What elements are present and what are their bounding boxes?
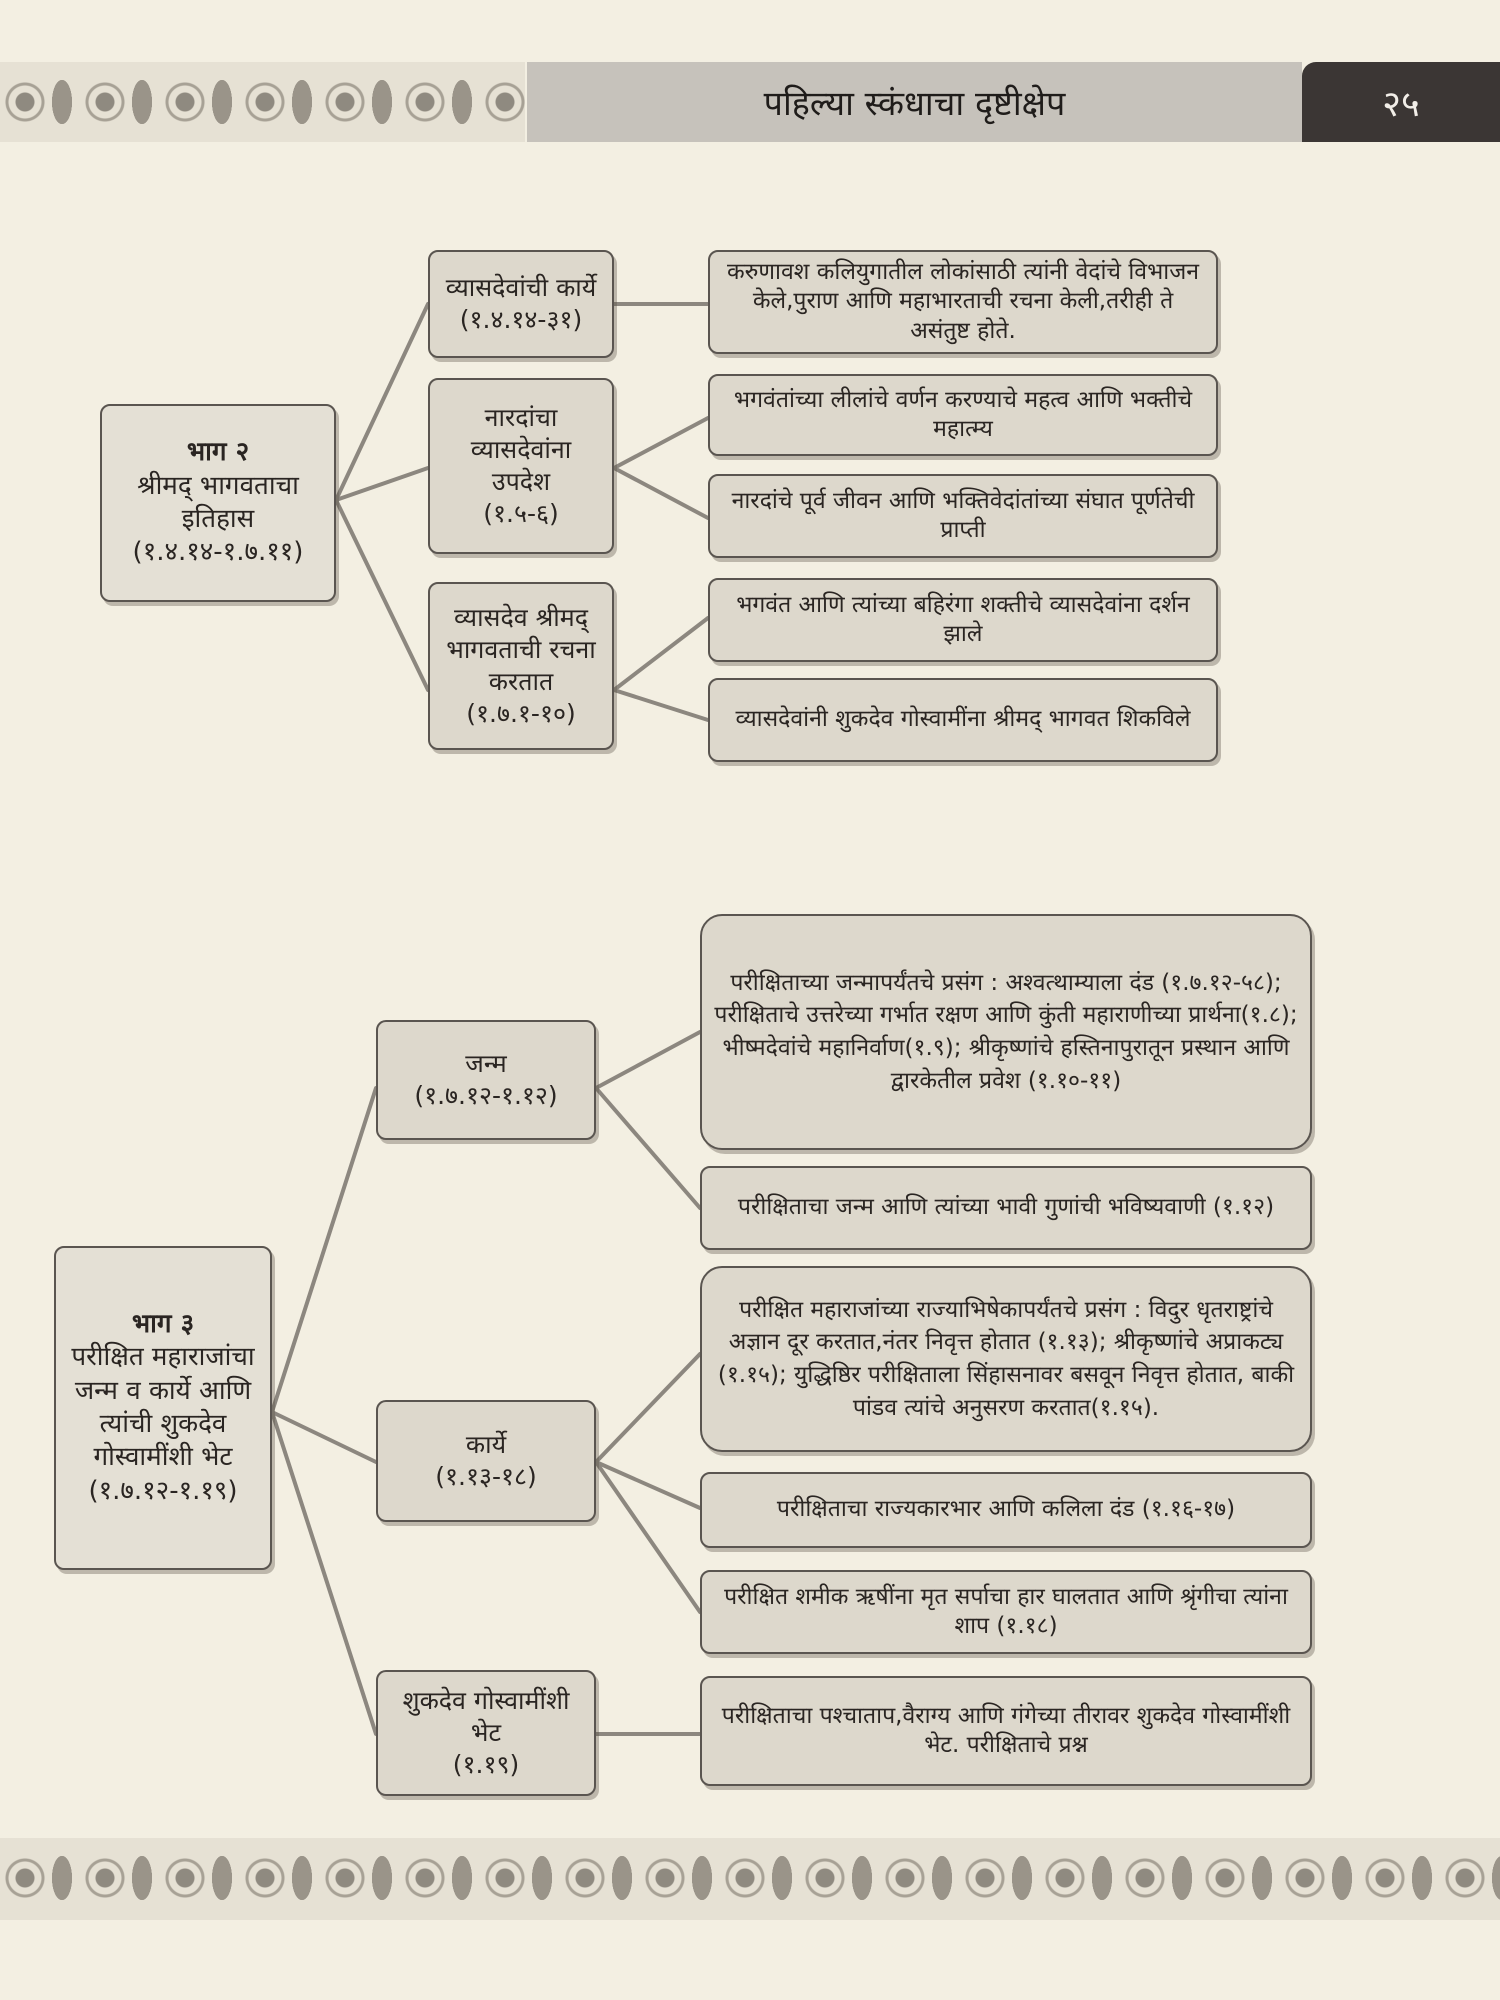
connector-line [614,618,708,690]
branch-reference: (१.१९) [452,1750,520,1779]
leaf-text: भगवंत आणि त्यांच्या बहिरंगा शक्तीचे व्यासदेवांना दर्शन झाले [736,591,1190,647]
page-title: पहिल्या स्कंधाचा दृष्टीक्षेप [527,62,1302,142]
connector-line [596,1032,700,1088]
connector-line [614,418,708,468]
part3-branch-deeds [376,1400,596,1522]
part3-branch-birth [376,1020,596,1140]
leaf-text: भगवंतांच्या लीलांचे वर्णन करण्याचे महत्व आणि भक्तीचे महात्म्य [733,386,1193,442]
branch-reference: (१.७.१-१०) [466,699,576,728]
connector-line [272,1412,376,1734]
part2-leaf-shukadeva-taught [708,678,1218,762]
part2-leaf-narada-life [708,474,1218,558]
leaf-text: परीक्षित शमीक ऋषींना मृत सर्पाचा हार घालतात आणि श्रृंगीचा त्यांना शाप (१.१८) [724,1583,1288,1639]
part3-reference: (१.७.१२-१.१९) [88,1475,238,1506]
leaf-text: परीक्षिताचा जन्म आणि त्यांच्या भावी गुणांची भविष्यवाणी (१.१२) [737,1194,1275,1221]
part2-root-node [100,404,336,602]
page-number: २५ [1302,62,1500,142]
connector-line [614,690,708,720]
branch-label: व्यासदेव श्रीमद् भागवताची रचना करतात [446,603,596,696]
part3-title: परीक्षित महाराजांचा जन्म व कार्ये आणि त्यांची शुकदेव गोस्वामींशी भेट [71,1342,255,1473]
branch-label: व्यासदेवांची कार्ये [445,273,597,302]
part3-leaf-birth-prophecy [700,1166,1312,1250]
connector-line [272,1088,376,1412]
part3-leaf-rule-and-kali [700,1472,1312,1548]
leaf-text: करुणावश कलियुगातील लोकांसाठी त्यांनी वेदांचे विभाजन केले,पुराण आणि महाभारताची रचना केली,तरीही ते असंतुष्ट होते. [726,258,1200,344]
branch-label: कार्ये [465,1430,507,1459]
part2-heading: भाग २ [186,437,250,468]
connector-line [336,304,428,500]
floral-ornament-border-bottom [0,1838,1500,1920]
part3-root-node [54,1246,272,1570]
leaf-text: नारदांचे पूर्व जीवन आणि भक्तिवेदांतांच्या संघात पूर्णतेची प्राप्ती [731,487,1195,543]
connector-line [596,1354,700,1462]
part2-reference: (१.४.१४-१.७.११) [132,537,304,568]
part3-leaf-events-before-birth [700,914,1312,1150]
part2-title: श्रीमद् भागवताचा इतिहास [137,470,299,534]
leaf-text: परीक्षिताचा पश्चाताप,वैराग्य आणि गंगेच्या तीरावर शुकदेव गोस्वामींशी भेट. परीक्षिताचे प्रश्न [721,1702,1291,1758]
part3-branch-meeting [376,1670,596,1796]
part2-branch-narada-instruction [428,378,614,554]
connector-line [336,500,428,690]
part3-leaf-events-before-coronation [700,1266,1312,1452]
leaf-text: परीक्षिताचा राज्यकारभार आणि कलिला दंड (१.१६-१७) [776,1496,1236,1523]
connector-line [596,1088,700,1208]
part3-leaf-curse [700,1570,1312,1654]
part2-branch-bhagavata-composition [428,582,614,750]
leaf-text: परीक्षिताच्या जन्मापर्यंतचे प्रसंग : अश्वत्थाम्याला दंड (१.७.१२-५८); परीक्षिताचे उत्तरेच्या गर्भात रक्षण आणि कुंती महाराणीच्या प्रार्थना(१.८); भीष्मदेवांचे महानिर्वाण(१.९); श्रीकृष्णांचे हस्तिनापुरातून प्रस्थान आणि द्वारकेतील प्रवेश (१.१०-११) [714,969,1298,1094]
branch-reference: (१.१३-१८) [435,1462,537,1491]
branch-label: शुकदेव गोस्वामींशी भेट [402,1686,570,1747]
part2-leaf-darshan [708,578,1218,662]
part3-leaf-repentance-meeting [700,1676,1312,1786]
part2-branch-vyasa-works [428,250,614,358]
part2-leaf-lila-importance [708,374,1218,456]
leaf-text: परीक्षित महाराजांच्या राज्याभिषेकापर्यंतचे प्रसंग : विदुर धृतराष्ट्रांचे अज्ञान दूर करतात,नंतर निवृत्त होतात (१.१३); श्रीकृष्णांचे अप्राकट्य (१.१५); युद्धिष्ठिर परीक्षिताला सिंहासनावर बसवून निवृत्त होतात, बाकी पांडव त्यांचे अनुसरण करतात(१.१५). [717,1296,1295,1421]
connector-line [614,468,708,518]
leaf-text: व्यासदेवांनी शुकदेव गोस्वामींना श्रीमद् भागवत शिकविले [735,706,1191,733]
branch-reference: (१.५-६) [483,499,559,528]
part3-heading: भाग ३ [131,1309,195,1340]
branch-label: जन्म [465,1049,507,1078]
branch-label: नारदांचा व्यासदेवांना उपदेश [470,403,572,496]
part2-leaf-vedas-division [708,250,1218,354]
branch-reference: (१.४.१४-३१) [459,305,583,334]
branch-reference: (१.७.१२-१.१२) [414,1081,558,1110]
